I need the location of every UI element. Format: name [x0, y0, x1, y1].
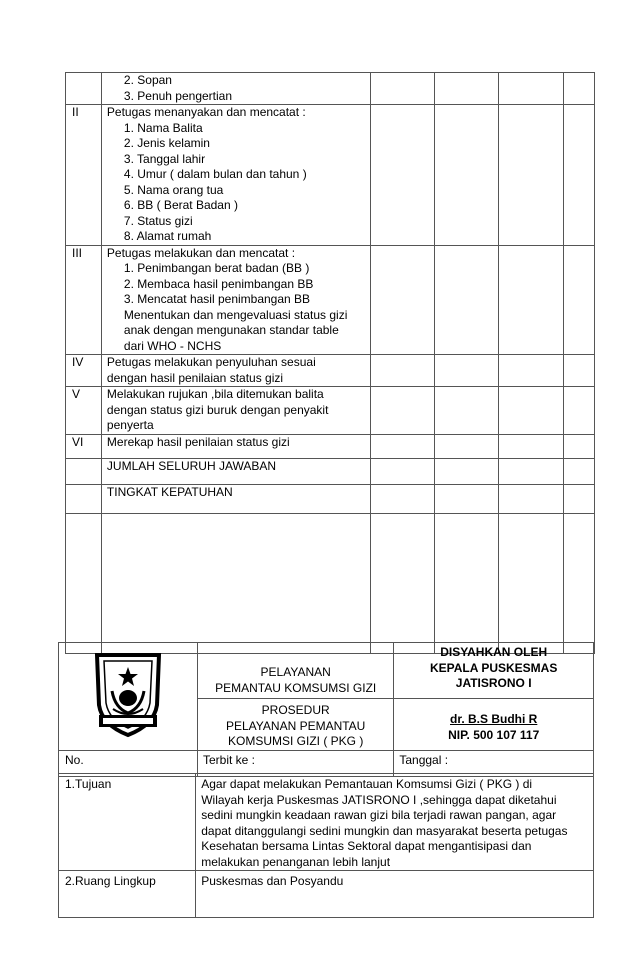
- score-cell: [564, 435, 595, 459]
- logo-cell: [59, 643, 198, 751]
- section-label: 1.Tujuan: [65, 777, 112, 791]
- score-cell: [434, 459, 499, 485]
- score-cell: [564, 485, 595, 514]
- score-cell: [564, 355, 595, 387]
- row-number-cell: [66, 245, 102, 355]
- checklist-row: [66, 245, 595, 355]
- section-text-line: Agar dapat melakukan Pemantauan Komsumsi Gizi ( PKG ) di: [201, 777, 533, 791]
- row-text-line: 2. Sopan: [123, 73, 172, 87]
- row-text-line: 2. Membaca hasil penimbangan BB: [123, 276, 314, 291]
- row-number-cell: [66, 355, 102, 387]
- section-content-cell: [196, 774, 594, 871]
- section-row-tujuan: [59, 774, 594, 871]
- row-text-line: Melakukan rujukan ,bila ditemukan balita: [106, 387, 324, 401]
- checklist-row: [66, 485, 595, 514]
- terbit-label: Terbit ke :: [203, 753, 256, 767]
- row-number: VI: [72, 435, 84, 449]
- score-cell: [499, 435, 564, 459]
- score-cell: [499, 514, 564, 654]
- score-cell: [499, 355, 564, 387]
- row-text-line: 8. Alamat rumah: [123, 229, 212, 243]
- section-label-cell: [59, 774, 196, 871]
- row-number: [66, 485, 101, 501]
- approval-line-2: KEPALA PUSKESMAS: [429, 660, 558, 675]
- row-number: [66, 459, 101, 475]
- score-cell: [499, 485, 564, 514]
- procedure-cell: [198, 699, 394, 751]
- score-cell: [564, 245, 595, 355]
- checklist-row: [66, 105, 595, 246]
- score-cell: [499, 387, 564, 435]
- score-cell: [434, 514, 499, 654]
- title-line-1: PELAYANAN: [260, 665, 331, 680]
- score-cell: [370, 514, 434, 654]
- signer-name: dr. B.S Budhi R: [450, 712, 538, 727]
- section-label: 2.Ruang Lingkup: [65, 874, 156, 888]
- row-number-cell: [66, 485, 102, 514]
- checklist-row: [66, 387, 595, 435]
- row-number: III: [72, 245, 83, 260]
- checklist-row: [66, 73, 595, 105]
- section-text-line: Wilayah kerja Puskesmas JATISRONO I ,sehingga dapat diketahui: [201, 792, 557, 807]
- row-text-line: 2. Jenis kelamin: [123, 136, 210, 150]
- row-number: IV: [72, 355, 84, 369]
- approval-line-1: DISYAHKAN OLEH: [440, 645, 548, 659]
- score-cell: [434, 355, 499, 387]
- score-cell: [370, 105, 434, 246]
- row-number-cell: [66, 105, 102, 246]
- row-number: [66, 514, 101, 530]
- row-number-cell: [66, 514, 102, 654]
- puskesmas-logo: [59, 643, 197, 747]
- section-text-line: melakukan penanganan lebih lanjut: [201, 854, 391, 869]
- checklist-row: [66, 355, 595, 387]
- score-cell: [564, 105, 595, 246]
- row-text-line: Menentukan dan mengevaluasi status gizi: [123, 307, 348, 322]
- row-text-line: dari WHO - NCHS: [123, 338, 222, 353]
- sop-sections-table: [58, 773, 594, 918]
- score-cell: [434, 435, 499, 459]
- score-cell: [499, 73, 564, 105]
- score-cell: [370, 355, 434, 387]
- score-cell: [370, 435, 434, 459]
- row-description-cell: [101, 73, 370, 105]
- score-cell: [499, 105, 564, 246]
- score-cell: [564, 387, 595, 435]
- score-cell: [499, 459, 564, 485]
- section-row-ruang-lingkup: [59, 871, 594, 918]
- row-text-line: 3. Penuh pengertian: [123, 88, 233, 103]
- row-description-cell: [101, 514, 370, 654]
- row-number: II: [72, 105, 79, 119]
- row-number: [66, 73, 101, 89]
- score-cell: [434, 73, 499, 105]
- signer-cell: [394, 699, 594, 751]
- row-text-line: Merekap hasil penilaian status gizi: [106, 435, 290, 449]
- tanggal-label: Tanggal :: [399, 753, 449, 767]
- row-text-line: 6. BB ( Berat Badan ): [123, 198, 238, 212]
- row-description-cell: [101, 435, 370, 459]
- row-text-line: Petugas menanyakan dan mencatat :: [106, 105, 306, 119]
- score-cell: [564, 514, 595, 654]
- no-label: No.: [65, 753, 84, 767]
- sop-header-table: [58, 642, 594, 777]
- row-text-line: dengan hasil penilaian status gizi: [106, 370, 284, 385]
- procedure-line-1: PROSEDUR: [261, 703, 330, 718]
- row-description-cell: [101, 485, 370, 514]
- row-description-cell: [101, 355, 370, 387]
- title-line-2: PEMANTAU KOMSUMSI GIZI: [215, 680, 377, 695]
- row-number-cell: [66, 73, 102, 105]
- section-content-cell: [196, 871, 594, 918]
- row-text-line: JUMLAH SELURUH JAWABAN: [106, 459, 277, 473]
- score-cell: [434, 485, 499, 514]
- row-text-line: anak dengan mengunakan standar table: [123, 323, 339, 337]
- title-cell: [198, 643, 394, 699]
- score-cell: [370, 387, 434, 435]
- row-text-line: 1. Penimbangan berat badan (BB ): [123, 261, 310, 275]
- section-text-line: sedini mungkin keadaan rawan gizi bila terjadi rawan pangan, agar: [201, 808, 557, 822]
- checklist-row: [66, 459, 595, 485]
- score-cell: [499, 245, 564, 355]
- row-number-cell: [66, 387, 102, 435]
- score-cell: [434, 105, 499, 246]
- procedure-line-3: KOMSUMSI GIZI ( PKG ): [228, 734, 364, 749]
- checklist-row: [66, 435, 595, 459]
- row-description-cell: [101, 245, 370, 355]
- score-cell: [370, 73, 434, 105]
- score-cell: [434, 245, 499, 355]
- approval-line-3: JATISRONO I: [455, 676, 532, 690]
- row-text-line: Petugas melakukan penyuluhan sesuai: [106, 355, 316, 369]
- score-cell: [564, 459, 595, 485]
- row-text-line: 3. Tanggal lahir: [123, 151, 206, 166]
- score-cell: [370, 245, 434, 355]
- row-number-cell: [66, 435, 102, 459]
- score-cell: [370, 485, 434, 514]
- row-text-line: Petugas melakukan dan mencatat :: [106, 245, 296, 260]
- row-text-line: 1. Nama Balita: [123, 120, 203, 135]
- approval-cell: [394, 643, 594, 699]
- score-cell: [434, 387, 499, 435]
- row-text-line: 3. Mencatat hasil penimbangan BB: [123, 292, 311, 306]
- row-number: V: [72, 387, 81, 401]
- score-cell: [564, 73, 595, 105]
- section-text-line: Kesehatan bersama Lintas Sektoral dapat mengantisipasi dan: [201, 839, 532, 853]
- checklist-table: [65, 72, 595, 654]
- signer-nip: NIP. 500 107 117: [448, 727, 540, 742]
- row-description-cell: [101, 105, 370, 246]
- row-text-line: dengan status gizi buruk dengan penyakit: [106, 402, 329, 417]
- row-description-cell: [101, 459, 370, 485]
- checklist-row: [66, 514, 595, 654]
- row-text-line: 7. Status gizi: [123, 213, 193, 228]
- row-text-line: 4. Umur ( dalam bulan dan tahun ): [123, 167, 307, 181]
- section-text-line: dapat ditanggulangi sedini mungkin dan masyarakat beserta petugas: [201, 823, 568, 838]
- section-text-line: Puskesmas dan Posyandu: [201, 874, 344, 888]
- score-cell: [370, 459, 434, 485]
- row-text-line: penyerta: [106, 418, 154, 432]
- row-description-cell: [101, 387, 370, 435]
- procedure-line-2: PELAYANAN PEMANTAU: [225, 718, 366, 733]
- row-text-line: 5. Nama orang tua: [123, 182, 224, 197]
- section-label-cell: [59, 871, 196, 918]
- row-number-cell: [66, 459, 102, 485]
- row-text-line: TINGKAT KEPATUHAN: [106, 485, 233, 499]
